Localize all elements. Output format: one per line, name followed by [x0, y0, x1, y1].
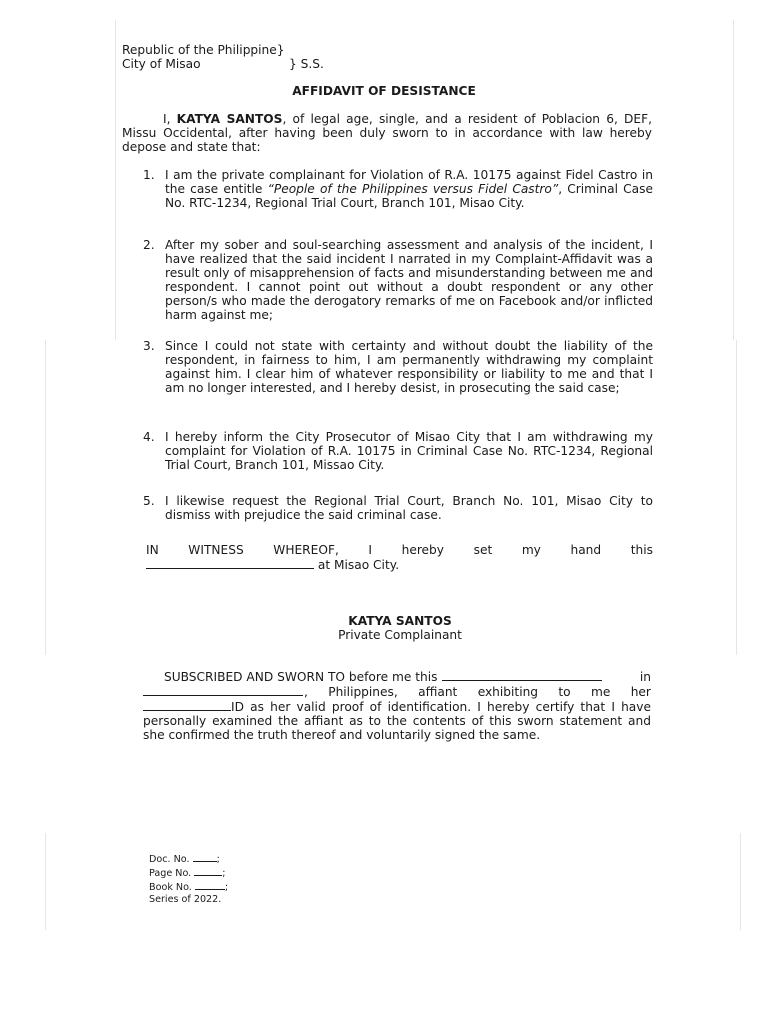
intro-paragraph: I, KATYA SANTOS, of legal age, single, and a resident of Poblacion 6, DEF, Missu Occidental, after having been duly sworn to in accordance with law hereby depose and state that:	[122, 112, 653, 154]
document-title: AFFIDAVIT OF DESISTANCE	[292, 84, 476, 98]
list-item-4: 4. I hereby inform the City Prosecutor of Misao City that I am withdrawing my complaint for Violation of R.A. 10175 in Criminal Case No. RTC-1234, Regional Trial Court, Branch 101, Missao City.	[143, 430, 653, 472]
case-title: “People of the Philippines versus Fidel Castro”	[267, 182, 559, 196]
venue-header	[122, 43, 422, 71]
list-number: 3.	[143, 339, 155, 353]
list-item-1: 1. I am the private complainant for Violation of R.A. 10175 against Fidel Castro in the case entitle “People of the Philippines versus Fidel Castro”, Criminal Case No. RTC-1234, Regional Trial Court, Branch 101, Misao City.	[143, 168, 653, 210]
list-number: 2.	[143, 238, 155, 252]
list-number: 1.	[143, 168, 155, 182]
list-item-3: 3. Since I could not state with certainty and without doubt the liability of the respondent, in fairness to him, I am permanently withdrawing my complaint against him. I clear him of whatever responsibility or liability to me and that I am no longer interested, and I hereby desist, in prosecuting the said case;	[143, 339, 653, 395]
jurat-date-blank[interactable]	[442, 669, 602, 681]
list-number: 4.	[143, 430, 155, 444]
list-item-5: 5. I likewise request the Regional Trial Court, Branch No. 101, Misao City to dismiss with prejudice the said criminal case.	[143, 494, 653, 522]
signatory-name: KATYA SANTOS	[348, 614, 452, 628]
date-blank[interactable]	[146, 557, 314, 569]
list-number: 5.	[143, 494, 155, 508]
jurat: SUBSCRIBED AND SWORN TO before me this in , Philippines, affiant exhibiting to me her ID as her valid proof of identification. I hereby certify that I have personally examined the affiant as to the contents of this sworn statement and she confirmed the truth thereof and voluntarily signed the same.	[143, 670, 651, 742]
list-item-2: 2. After my sober and soul-searching assessment and analysis of the incident, I have realized that the said incident I narrated in my Complaint-Affidavit was a result only of misapprehension of facts and misunderstanding between me and respondent. I cannot point out without a doubt respondent or any other person/s who made the derogatory remarks of me on Facebook and/or inflicted harm against me;	[143, 238, 653, 322]
venue-ss: } S.S.	[289, 57, 324, 71]
book-no-blank[interactable]	[195, 880, 225, 890]
signature-block	[0, 614, 768, 642]
page-no-blank[interactable]	[194, 866, 222, 876]
signatory-role: Private Complainant	[338, 628, 462, 642]
affiant-name: KATYA SANTOS	[176, 112, 283, 126]
venue-line-republic: Republic of the Philippine}	[122, 43, 285, 57]
doc-no-blank[interactable]	[193, 852, 217, 862]
notarial-register: Doc. No. ; Page No. ; Book No. ; Series of 2022.	[149, 854, 229, 905]
witness-clause: IN WITNESS WHEREOF, I hereby set my hand this at Misao City.	[146, 543, 653, 572]
id-type-blank[interactable]	[143, 699, 231, 711]
venue-line-city: City of Misao	[122, 57, 201, 71]
jurat-place-blank[interactable]	[143, 684, 303, 696]
